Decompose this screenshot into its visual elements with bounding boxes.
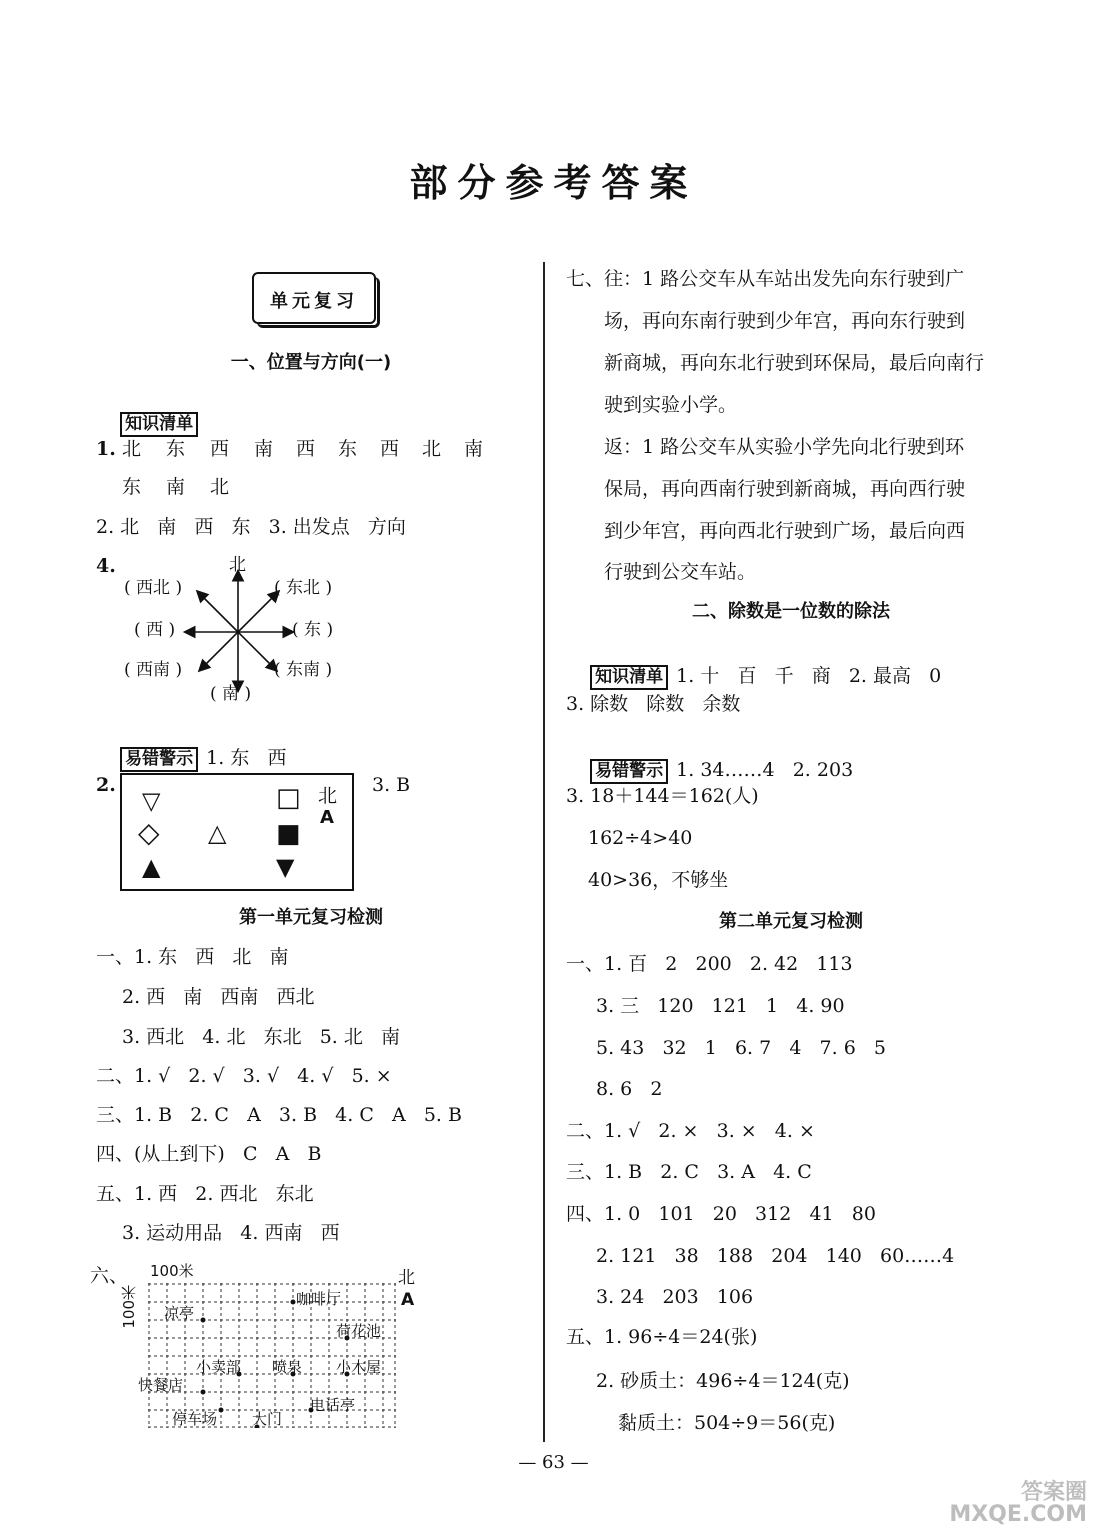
unit-review-badge xyxy=(252,272,376,324)
map-place: 荷花池 xyxy=(336,1322,382,1340)
test1-line: 一、1. 东 西 北 南 xyxy=(96,946,289,968)
test2-line: 5. 43 32 1 6. 7 4 7. 6 5 xyxy=(596,1037,887,1059)
test2-line: 四、1. 0 101 20 312 41 80 xyxy=(566,1203,876,1225)
map-place: 喷泉 xyxy=(272,1358,303,1376)
answer-item: 东 xyxy=(166,438,186,460)
q7-line: 保局，再向西南行驶到新商城，再向西行驶 xyxy=(604,478,966,500)
q7-line: 场，再向东南行驶到少年宫，再向东行驶到 xyxy=(604,310,966,332)
error-warning-label: 易错警示 xyxy=(590,759,668,784)
map-north-arrow-icon: A xyxy=(401,1290,415,1310)
section-title-position-direction: 一、位置与方向(一) xyxy=(230,352,392,373)
map-place: 小卖部 xyxy=(196,1358,242,1376)
map-place: 小木屋 xyxy=(336,1358,382,1376)
answer-item: 南 xyxy=(464,438,484,460)
q4-number: 4. xyxy=(96,555,116,577)
q7-line: 行驶到公交车站。 xyxy=(604,561,757,583)
triangle-down-outline-icon: ▽ xyxy=(142,787,161,815)
q2-3-answers: 2. 北 南 西 东 3. 出发点 方向 xyxy=(96,516,406,538)
q3-answer: 3. 除数 除数 余数 xyxy=(566,693,741,715)
answer-item: 北 xyxy=(122,438,142,460)
answer-item: 东 xyxy=(122,476,142,498)
answer-item: 北 xyxy=(210,476,230,498)
test2-line: 3. 三 120 121 1 4. 90 xyxy=(596,995,845,1017)
compass-north: 北 xyxy=(229,555,246,575)
calc-line: 3. 18＋144＝162(人) xyxy=(566,785,759,807)
test1-line: 二、1. √ 2. √ 3. √ 4. √ 5. × xyxy=(96,1065,392,1087)
triangle-up-filled-icon: ▲ xyxy=(142,853,161,881)
square-filled-icon: ■ xyxy=(276,819,301,849)
north-label: 北 xyxy=(318,785,338,807)
compass-east: ( 东 ) xyxy=(292,620,334,640)
test2-line: 2. 砂质土：496÷4＝124(克) xyxy=(596,1370,850,1392)
q7-line: 到少年宫，再向西北行驶到广场，最后向西 xyxy=(604,520,966,542)
compass-south: ( 南 ) xyxy=(210,684,252,704)
test2-line: 一、1. 百 2 200 2. 42 113 xyxy=(566,953,853,975)
answer-item: 北 xyxy=(422,438,442,460)
test2-title: 第二单元复习检测 xyxy=(719,911,863,932)
map-place: 大门 xyxy=(252,1410,283,1428)
error-warning-label: 易错警示 xyxy=(120,747,198,772)
page-number: — 63 — xyxy=(518,1452,589,1473)
compass-northwest: ( 西北 ) xyxy=(124,578,183,598)
map-place: 快餐店 xyxy=(138,1376,184,1394)
knowledge-list-answer: 1. 十 百 千 商 2. 最高 0 xyxy=(676,665,942,687)
answer-item: 东 xyxy=(338,438,358,460)
triangle-up-outline-icon: △ xyxy=(208,819,227,847)
answer-item: 西 xyxy=(296,438,316,460)
test2-line: 黏质土：504÷9＝56(克) xyxy=(618,1412,836,1434)
answer-item: 南 xyxy=(166,476,186,498)
unit-review-label: 单元复习 xyxy=(270,291,358,312)
test1-line: 3. 西北 4. 北 东北 5. 北 南 xyxy=(122,1026,400,1048)
diamond-outline-icon: ◇ xyxy=(138,816,160,849)
answer-item: 西 xyxy=(380,438,400,460)
test1-title: 第一单元复习检测 xyxy=(239,907,383,928)
compass-west: ( 西 ) xyxy=(134,620,176,640)
test1-line: 四、(从上到下) C A B xyxy=(96,1143,322,1165)
knowledge-list-label: 知识清单 xyxy=(120,412,198,437)
map-place: 咖啡厅 xyxy=(296,1290,342,1308)
north-arrow-icon: A xyxy=(320,807,334,828)
map-north-label: 北 xyxy=(398,1268,415,1288)
error-warning-answer: 1. 东 西 xyxy=(206,747,287,769)
test1-line: 三、1. B 2. C A 3. B 4. C A 5. B xyxy=(96,1104,462,1126)
q1-number: 1. xyxy=(96,438,116,460)
map-place: 停车场 xyxy=(172,1410,218,1428)
page-title: 部分参考答案 xyxy=(409,161,698,205)
test2-line: 五、1. 96÷4＝24(张) xyxy=(566,1326,758,1348)
calc-line: 40>36，不够坐 xyxy=(588,869,729,891)
q7-line: 新商城，再向东北行驶到环保局，最后向南行 xyxy=(604,352,985,374)
square-outline-icon: □ xyxy=(276,783,301,813)
q3-answer: 3. B xyxy=(372,774,411,796)
test1-line: 3. 运动用品 4. 西南 西 xyxy=(122,1222,340,1244)
scale-vertical: 100米 xyxy=(120,1285,138,1329)
test1-line: 五、1. 西 2. 西北 东北 xyxy=(96,1183,314,1205)
map-place: 电话亭 xyxy=(310,1396,356,1414)
q2-number: 2. xyxy=(96,774,116,796)
knowledge-list-label: 知识清单 xyxy=(590,665,668,690)
column-divider xyxy=(543,262,545,1442)
calc-line: 162÷4>40 xyxy=(588,827,693,849)
compass-southeast: ( 东南 ) xyxy=(274,660,333,680)
watermark-logo: 答案圈 MXQE.COM xyxy=(949,1480,1087,1527)
test2-line: 3. 24 203 106 xyxy=(596,1286,754,1308)
test2-line: 三、1. B 2. C 3. A 4. C xyxy=(566,1161,812,1183)
test2-line: 2. 121 38 188 204 140 60……4 xyxy=(596,1245,955,1267)
triangle-down-filled-icon: ▼ xyxy=(276,853,295,881)
answer-item: 南 xyxy=(254,438,274,460)
scale-horizontal: 100米 xyxy=(150,1262,194,1280)
q7-line: 七、往：1 路公交车从车站出发先向东行驶到广 xyxy=(566,268,965,290)
q7-line: 驶到实验小学。 xyxy=(604,394,738,416)
section-title-division: 二、除数是一位数的除法 xyxy=(692,601,890,622)
map-place: 凉亭 xyxy=(164,1304,195,1322)
test1-line: 2. 西 南 西南 西北 xyxy=(122,986,315,1008)
compass-northeast: ( 东北 ) xyxy=(274,578,333,598)
shapes-grid-box xyxy=(120,773,354,891)
test2-line: 二、1. √ 2. × 3. × 4. × xyxy=(566,1120,815,1142)
answer-item: 西 xyxy=(210,438,230,460)
test2-line: 8. 6 2 xyxy=(596,1078,663,1100)
map-question-number: 六、 xyxy=(90,1265,129,1287)
error-warning-answer: 1. 34……4 2. 203 xyxy=(676,759,854,781)
compass-southwest: ( 西南 ) xyxy=(124,660,183,680)
q7-line: 返：1 路公交车从实验小学先向北行驶到环 xyxy=(604,436,965,458)
